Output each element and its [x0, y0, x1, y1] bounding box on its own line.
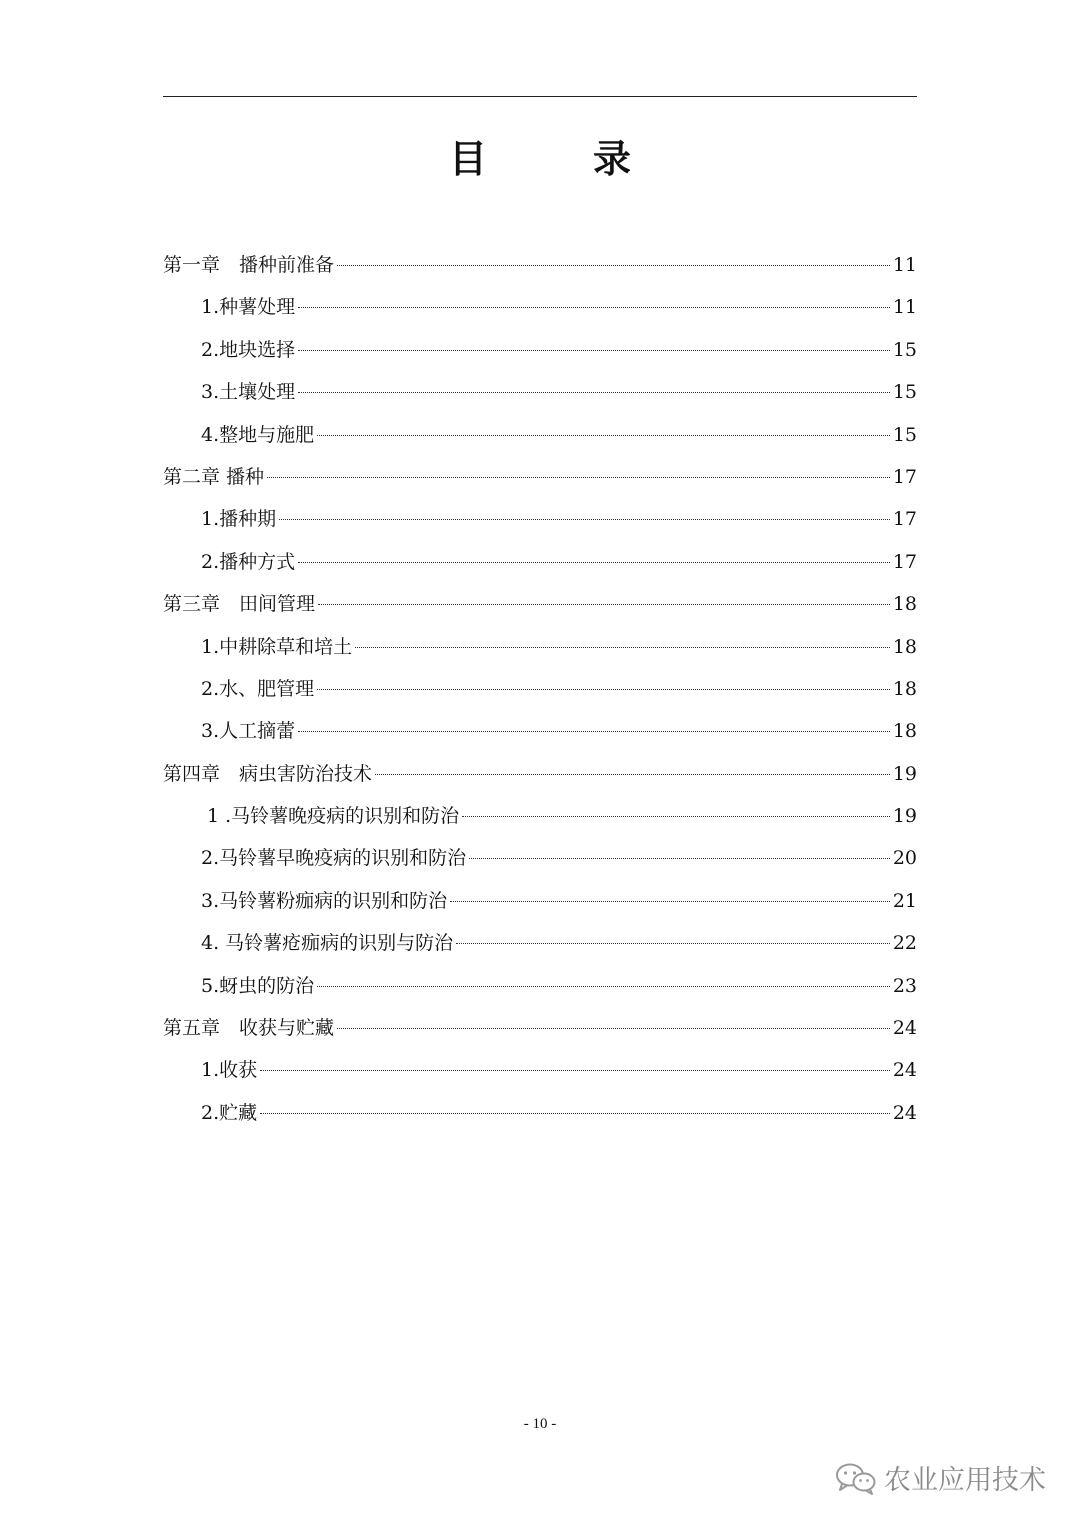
- toc-entry: [163, 922, 917, 964]
- toc-entry-page: 24: [892, 1017, 917, 1040]
- toc-entry: [163, 1049, 917, 1091]
- toc-entry: [163, 286, 917, 328]
- toc-entry: [163, 626, 917, 668]
- dot-leader: [337, 265, 890, 266]
- toc-entry-page: 24: [892, 1101, 917, 1124]
- header-rule: [163, 96, 917, 97]
- toc-entry-label: 第二章 播种: [163, 465, 265, 488]
- dot-leader: [267, 477, 890, 478]
- dot-leader: [355, 647, 890, 648]
- dot-leader: [317, 986, 890, 987]
- toc-entry-label: 1.中耕除草和培土: [201, 635, 353, 658]
- toc-entry-page: 18: [892, 720, 917, 743]
- toc-entry-page: 17: [892, 465, 917, 488]
- toc-entry: [163, 837, 917, 879]
- wechat-icon: [834, 1461, 878, 1495]
- dot-leader: [298, 350, 890, 351]
- toc-entry-label: 2.播种方式: [201, 550, 296, 573]
- toc-entry-page: 19: [892, 805, 917, 828]
- toc-entry-label: 第四章 病虫害防治技术: [163, 762, 373, 785]
- toc-entry-page: 22: [892, 932, 917, 955]
- dot-leader: [318, 604, 890, 605]
- toc-entry-label: 5.蚜虫的防治: [201, 974, 315, 997]
- toc-entry-page: 17: [892, 550, 917, 573]
- page-title: 目 录: [448, 136, 665, 181]
- toc-entry-page: 23: [892, 974, 917, 997]
- toc-entry: [163, 414, 917, 456]
- toc-entry-page: 18: [892, 593, 917, 616]
- account-watermark: [834, 1458, 1046, 1497]
- watermark-text: 农业应用技术: [884, 1465, 1046, 1496]
- toc-entry: [163, 710, 917, 752]
- toc-entry-page: 20: [892, 847, 917, 870]
- toc-entry: [163, 965, 917, 1007]
- toc-entry-label: 第三章 田间管理: [163, 593, 316, 616]
- toc-entry-page: 18: [892, 677, 917, 700]
- toc-entry: [163, 668, 917, 710]
- dot-leader: [317, 435, 890, 436]
- toc-entry-label: 2.水、肥管理: [201, 677, 315, 700]
- dot-leader: [450, 901, 890, 902]
- dot-leader: [337, 1028, 890, 1029]
- toc-entry: [163, 329, 917, 371]
- toc-entry-label: 1.种薯处理: [201, 296, 296, 319]
- page-number: - 10 -: [523, 1416, 557, 1432]
- toc-entry-label: 3.人工摘蕾: [201, 720, 296, 743]
- toc-entry-label: 1 .马铃薯晚疫病的识别和防治: [207, 805, 460, 828]
- toc-entry: [163, 456, 917, 498]
- toc-entry: [163, 1007, 917, 1049]
- toc-entry: [163, 1092, 917, 1134]
- toc-entry: [163, 498, 917, 540]
- toc-entry-page: 18: [892, 635, 917, 658]
- toc-entry-page: 24: [892, 1059, 917, 1082]
- toc-entry-page: 15: [892, 338, 917, 361]
- toc-entry-label: 第一章 播种前准备: [163, 254, 335, 276]
- dot-leader: [375, 774, 890, 775]
- table-of-contents: [163, 244, 917, 1134]
- toc-entry-label: 2.马铃薯早晚疫病的识别和防治: [201, 847, 467, 870]
- toc-entry: [163, 244, 917, 286]
- dot-leader: [317, 689, 890, 690]
- toc-entry-page: 19: [892, 762, 917, 785]
- toc-entry: [163, 795, 917, 837]
- toc-entry-page: 17: [892, 508, 917, 531]
- dot-leader: [298, 392, 890, 393]
- toc-entry-page: 15: [892, 423, 917, 446]
- toc-entry-label: 第五章 收获与贮藏: [163, 1017, 335, 1040]
- dot-leader: [279, 519, 890, 520]
- toc-entry-label: 3.马铃薯粉痂病的识别和防治: [201, 889, 448, 912]
- dot-leader: [260, 1113, 890, 1114]
- toc-entry-label: 2.地块选择: [201, 338, 296, 361]
- toc-entry-page: 15: [892, 381, 917, 404]
- dot-leader: [298, 562, 890, 563]
- toc-entry: [163, 583, 917, 625]
- toc-entry-label: 1.播种期: [201, 508, 277, 531]
- toc-entry-label: 1.收获: [201, 1059, 258, 1082]
- dot-leader: [298, 731, 890, 732]
- dot-leader: [260, 1070, 890, 1071]
- dot-leader: [456, 943, 890, 944]
- dot-leader: [462, 816, 890, 817]
- toc-entry: [163, 880, 917, 922]
- toc-entry-page: 21: [892, 889, 917, 912]
- toc-entry-label: 4. 马铃薯疮痂病的识别与防治: [201, 932, 454, 955]
- toc-entry-label: 3.土壤处理: [201, 381, 296, 404]
- toc-entry-label: 2.贮藏: [201, 1101, 258, 1124]
- toc-entry: [163, 541, 917, 583]
- toc-entry: [163, 753, 917, 795]
- dot-leader: [298, 307, 890, 308]
- toc-entry-page: 11: [892, 296, 917, 319]
- toc-entry-label: 4.整地与施肥: [201, 423, 315, 446]
- toc-entry: [163, 371, 917, 413]
- toc-entry-page: 11: [892, 254, 917, 276]
- dot-leader: [469, 858, 890, 859]
